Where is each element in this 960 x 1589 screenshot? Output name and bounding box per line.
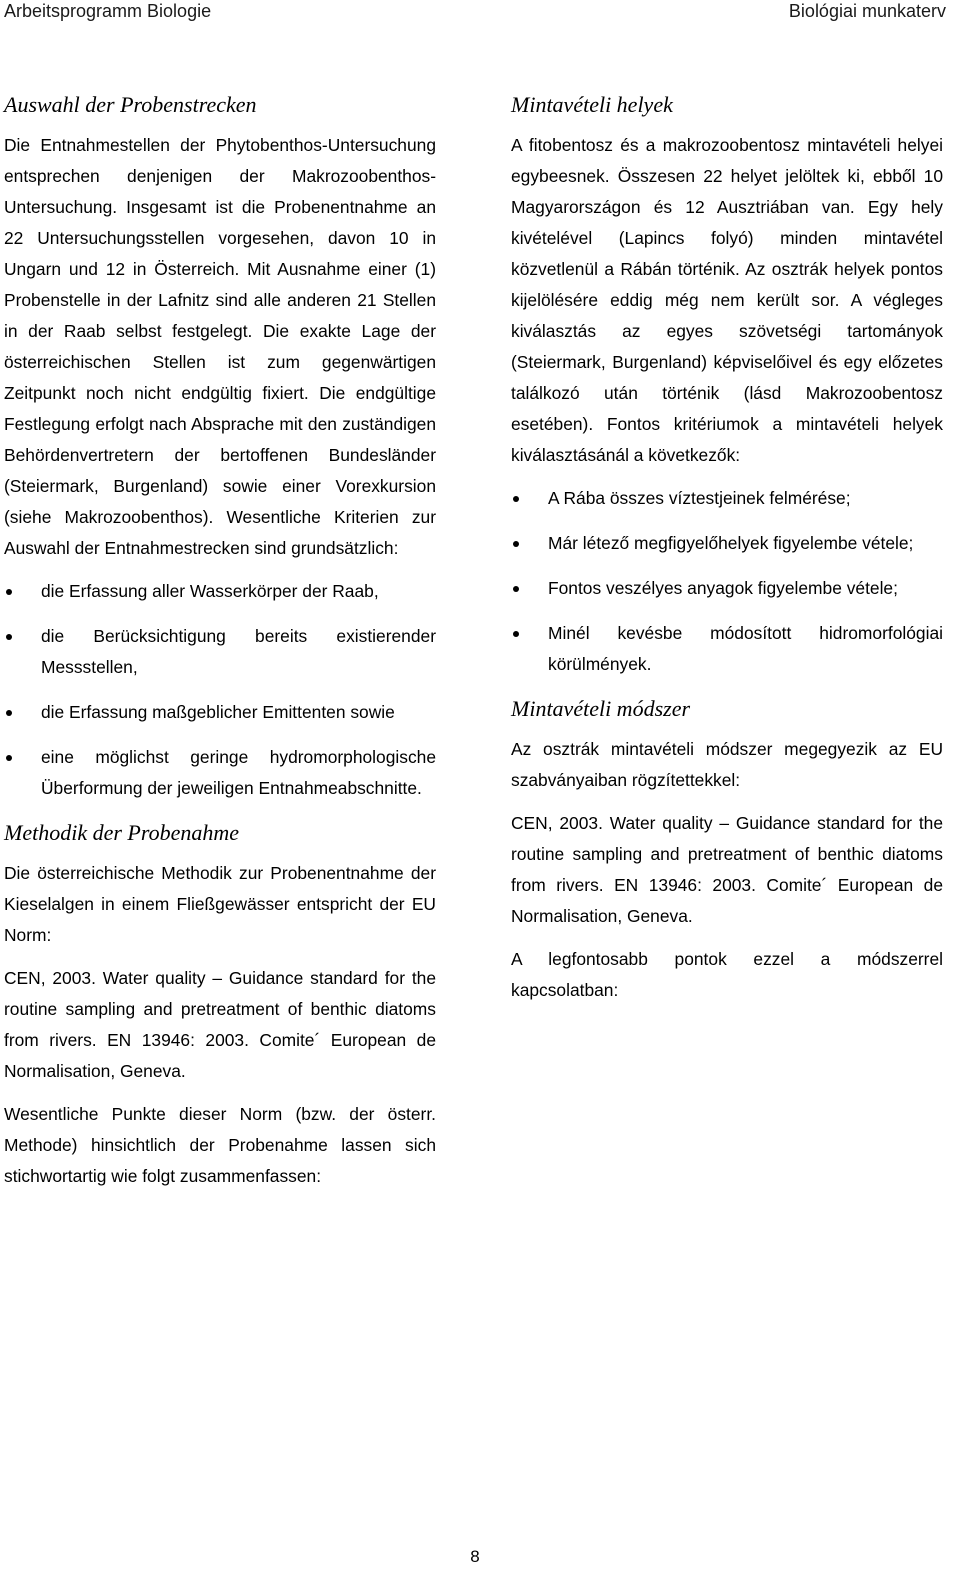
list-item	[4, 621, 436, 683]
hungarian-column	[511, 90, 943, 1018]
bullet-icon	[6, 755, 12, 761]
list-item	[4, 697, 436, 728]
criteria-list-hungarian	[511, 483, 943, 680]
criteria-list-german	[4, 576, 436, 804]
section-heading-mintaveteli-modszer: Mintavételi módszer	[511, 696, 691, 721]
paragraph-legfontosabb-pontok: A legfontosabb pontok ezzel a módszerrel kapcsolatban:	[511, 949, 943, 1000]
running-header	[0, 0, 960, 28]
bullet-icon	[6, 634, 12, 640]
bullet-icon	[513, 541, 519, 547]
section-heading-probenstrecken: Auswahl der Probenstrecken	[4, 92, 257, 117]
page-number	[0, 1547, 960, 1567]
bullet-icon	[513, 631, 519, 637]
list-item	[511, 618, 943, 680]
section-heading-methodik: Methodik der Probenahme	[4, 820, 240, 845]
list-item	[511, 528, 943, 559]
list-item-text: die Erfassung aller Wasserkörper der Raab,	[41, 581, 379, 601]
list-item-text: eine möglichst geringe hydromorphologische Überformung der jeweiligen Entnahmeabschnitte.	[41, 747, 436, 798]
list-item-text: A Rába összes víztestjeinek felmérése;	[548, 488, 851, 508]
paragraph-norm-citation: CEN, 2003. Water quality – Guidance standard for the routine sampling and pretreatment of benthic diatoms from rivers. EN 13946: 2003. Comite´ European de Normalisation, Geneva.	[4, 968, 436, 1081]
paragraph-mintaveteli-modszer: Az osztrák mintavételi módszer megegyezik az EU szabványaiban rögzítettekkel:	[511, 739, 943, 790]
list-item-text: Már létező megfigyelőhelyek figyelembe vétele;	[548, 533, 914, 553]
paragraph-methodik: Die österreichische Methodik zur Probenentnahme der Kieselalgen in einem Fließgewässer entspricht der EU Norm:	[4, 863, 436, 945]
list-item	[4, 576, 436, 607]
list-item-text: die Erfassung maßgeblicher Emittenten sowie	[41, 702, 395, 722]
paragraph-mintaveteli-helyek: A fitobentosz és a makrozoobentosz mintavételi helyei egybeesnek. Összesen 22 helyet jelöltek ki, ebből 10 Magyarországon és 12 Ausztriában van. Egy hely kivételével (Lapincs folyó) minden mintavétel közvetlenül a Rábán történik. Az osztrák helyek pontos kijelölésére eddig még nem került sor. A végleges kiválasztás az egyes szövetségi tartományok (Steiermark, Burgenland) képviselőivel és egy előzetes találkozó után történik (lásd Makrozoobentosz esetében). Fontos kritériumok a mintavételi helyek kiválasztásánál a következők:	[511, 135, 943, 465]
list-item	[511, 483, 943, 514]
bullet-icon	[513, 586, 519, 592]
list-item-text: Minél kevésbe módosított hidromorfológiai körülmények.	[548, 623, 943, 674]
page-number-text: 8	[470, 1547, 480, 1566]
list-item-text: die Berücksichtigung bereits existierender Messstellen,	[41, 626, 436, 677]
list-item	[4, 742, 436, 804]
bullet-icon	[6, 589, 12, 595]
paragraph-probenstrecken: Die Entnahmestellen der Phytobenthos-Untersuchung entsprechen denjenigen der Makrozoobenthos-Untersuchung. Insgesamt ist die Probenentnahme an 22 Untersuchungsstellen vorgesehen, davon 10 in Ungarn und 12 in Österreich. Mit Ausnahme einer (1) Probenstelle in der Lafnitz sind alle anderen 21 Stellen in der Raab selbst festgelegt. Die exakte Lage der österreichischen Stellen ist zum gegenwärtigen Zeitpunkt noch nicht endgültig fixiert. Die endgültige Festlegung erfolgt nach Absprache mit den zuständigen Behördenvertretern der bertoffenen Bundesländer (Steiermark, Burgenland) sowie einer Vorexkursion (siehe Makrozoobenthos). Wesentliche Kriterien zur Auswahl der Entnahmestrecken sind grundsätzlich:	[4, 135, 436, 558]
header-left-title: Arbeitsprogramm Biologie	[4, 1, 212, 21]
paragraph-norm-citation-hu: CEN, 2003. Water quality – Guidance standard for the routine sampling and pretreatment of benthic diatoms from rivers. EN 13946: 2003. Comite´ European de Normalisation, Geneva.	[511, 813, 943, 926]
list-item-text: Fontos veszélyes anyagok figyelembe vétele;	[548, 578, 898, 598]
german-column	[4, 90, 436, 1204]
bullet-icon	[6, 710, 12, 716]
bullet-icon	[513, 496, 519, 502]
header-right-title: Biológiai munkaterv	[788, 1, 946, 21]
list-item	[511, 573, 943, 604]
section-heading-mintaveteli-helyek: Mintavételi helyek	[511, 92, 673, 117]
paragraph-norm-summary: Wesentliche Punkte dieser Norm (bzw. der österr. Methode) hinsichtlich der Probenahme lassen sich stichwortartig wie folgt zusammenfassen:	[4, 1104, 436, 1186]
